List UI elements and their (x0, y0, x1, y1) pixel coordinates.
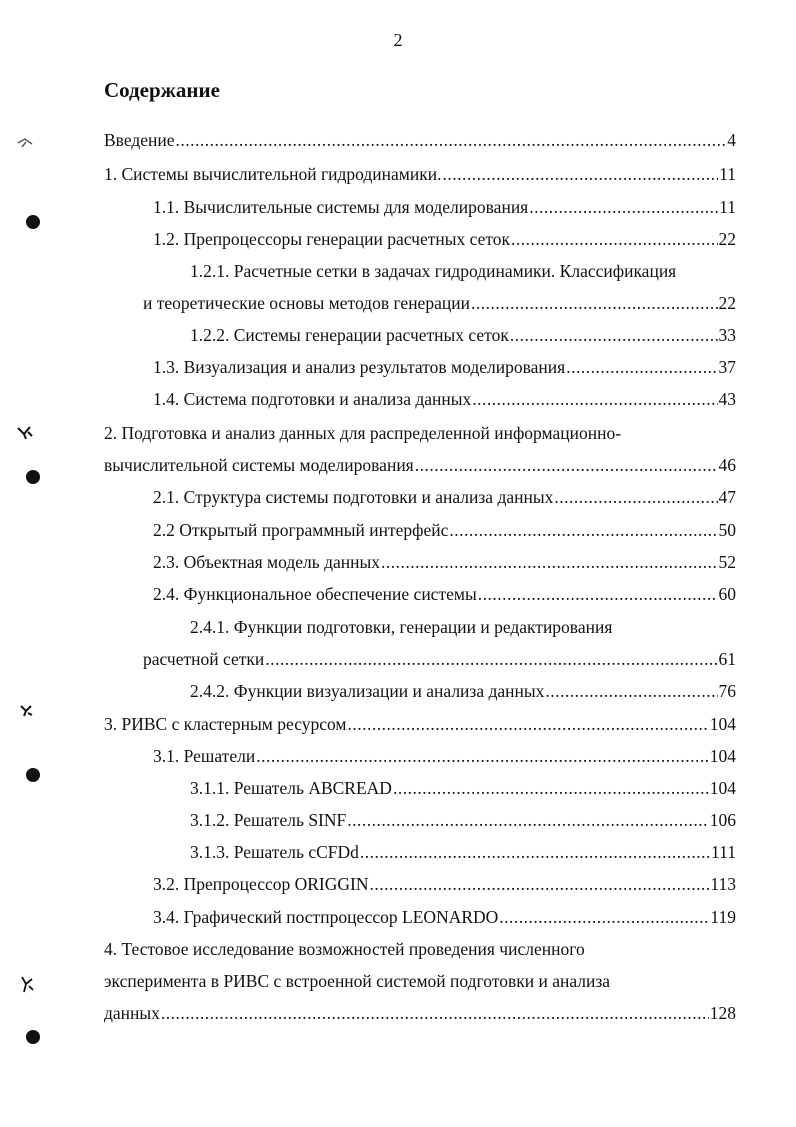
toc-entry-chapter-1 (104, 164, 736, 185)
toc-entry-3-1-2 (190, 810, 736, 831)
toc-entry-page: 4 (727, 130, 736, 150)
toc-entry-2-4-1-line1: 2.4.1. Функции подготовки, генерации и редактирования (190, 617, 613, 637)
toc-entry-1-2-1-line1: 1.2.1. Расчетные сетки в задачах гидродинамики. Классификация (190, 261, 677, 281)
toc-entry-title: и теоретические основы методов генерации (143, 293, 470, 313)
toc-entry-1-4 (153, 389, 736, 410)
page-number: 2 (393, 30, 403, 50)
toc-entry-chapter-2 (104, 455, 736, 476)
toc-entry-title: 2.2 Открытый программный интерфейс (153, 520, 449, 540)
toc-entry-page: 22 (718, 229, 736, 249)
toc-entry-title: 1. Системы вычислительной гидродинамики. (104, 164, 442, 184)
binder-hole (26, 215, 40, 229)
binder-hole (26, 768, 40, 782)
toc-entry-2-4-2 (190, 681, 736, 702)
margin-mark (16, 424, 34, 440)
toc-entry-1-1 (153, 197, 736, 218)
toc-entry-page: 11 (719, 197, 736, 217)
toc-entry-title: 3.2. Препроцессор ORIGGIN (153, 874, 369, 894)
toc-entry-2-4 (153, 584, 736, 605)
toc-entry-2-2 (153, 520, 736, 541)
toc-entry-title: данных (104, 1003, 160, 1023)
toc-entry-title: 3.1. Решатели (153, 746, 256, 766)
binder-hole (26, 470, 40, 484)
toc-entry-introduction (104, 130, 736, 151)
toc-entry-1-3 (153, 357, 736, 378)
toc-entry-page: 50 (718, 520, 736, 540)
toc-entry-page: 76 (718, 681, 736, 701)
toc-entry-1-2-2 (190, 325, 736, 346)
toc-entry-title: 3.1.3. Решатель cCFDd (190, 842, 359, 862)
toc-entry-title: 3.4. Графический постпроцессор LEONARDO (153, 907, 499, 927)
toc-entry-title: 2.4. Функциональное обеспечение системы (153, 584, 477, 604)
toc-entry-page: 113 (710, 874, 736, 894)
toc-entry-chapter-4-line2: эксперимента в РИВС с встроенной системой подготовки и анализа (104, 971, 611, 991)
toc-entry-chapter-2-line1: 2. Подготовка и анализ данных для распределенной информационно- (104, 423, 622, 443)
toc-entry-title: 1.4. Система подготовки и анализа данных (153, 389, 472, 409)
toc-entry-page: 104 (709, 778, 736, 798)
toc-entry-2-4-1 (143, 649, 736, 670)
toc-entry-title: 3.1.2. Решатель SINF (190, 810, 347, 830)
toc-entry-title: 2.3. Объектная модель данных (153, 552, 381, 572)
toc-entry-title: 1.3. Визуализация и анализ результатов моделирования (153, 357, 566, 377)
toc-entry-title: 3.1.1. Решатель ABCREAD (190, 778, 392, 798)
toc-entry-page: 52 (718, 552, 736, 572)
toc-entry-page: 47 (718, 487, 736, 507)
toc-entry-1-2-1 (143, 293, 736, 314)
toc-entry-page: 46 (718, 455, 736, 475)
toc-entry-page: 104 (709, 746, 736, 766)
toc-entry-page: 106 (709, 810, 736, 830)
binder-hole (26, 1030, 40, 1044)
toc-entry-page: 11 (719, 164, 736, 184)
toc-entry-title: 2.1. Структура системы подготовки и анализа данных (153, 487, 554, 507)
toc-entry-3-2 (153, 874, 736, 895)
toc-entry-2-3 (153, 552, 736, 573)
toc-entry-3-1 (153, 746, 736, 767)
toc-entry-page: 128 (709, 1003, 736, 1023)
toc-entry-chapter-4-line1: 4. Тестовое исследование возможностей проведения численного (104, 939, 585, 959)
toc-entry-page: 33 (718, 325, 736, 345)
toc-entry-page: 43 (718, 389, 736, 409)
toc-entry-3-1-3 (190, 842, 736, 863)
toc-entry-page: 60 (718, 584, 736, 604)
toc-entry-3-4 (153, 907, 736, 928)
margin-mark (18, 702, 34, 718)
toc-entry-page: 104 (709, 714, 736, 734)
toc-entry-title: вычислительной системы моделирования (104, 455, 414, 475)
toc-entry-title: Введение (104, 130, 175, 150)
page-title: Содержание (104, 78, 220, 102)
margin-mark (18, 974, 36, 994)
toc-entry-page: 111 (711, 842, 736, 862)
toc-entry-title: 1.2.2. Системы генерации расчетных сеток (190, 325, 509, 345)
toc-entry-page: 37 (718, 357, 736, 377)
toc-entry-1-2 (153, 229, 736, 250)
toc-entry-title: расчетной сетки (143, 649, 265, 669)
toc-entry-page: 119 (710, 907, 736, 927)
toc-entry-page: 61 (718, 649, 736, 669)
toc-entry-title: 1.2. Препроцессоры генерации расчетных сеток (153, 229, 511, 249)
toc-entry-chapter-4 (104, 1003, 736, 1024)
toc-entry-chapter-3 (104, 714, 736, 735)
toc-entry-title: 1.1. Вычислительные системы для моделирования (153, 197, 529, 217)
margin-mark (16, 136, 34, 150)
toc-entry-2-1 (153, 487, 736, 508)
toc-entry-title: 2.4.2. Функции визуализации и анализа данных (190, 681, 545, 701)
toc-entry-page: 22 (718, 293, 736, 313)
toc-entry-3-1-1 (190, 778, 736, 799)
toc-entry-title: 3. РИВС с кластерным ресурсом (104, 714, 347, 734)
